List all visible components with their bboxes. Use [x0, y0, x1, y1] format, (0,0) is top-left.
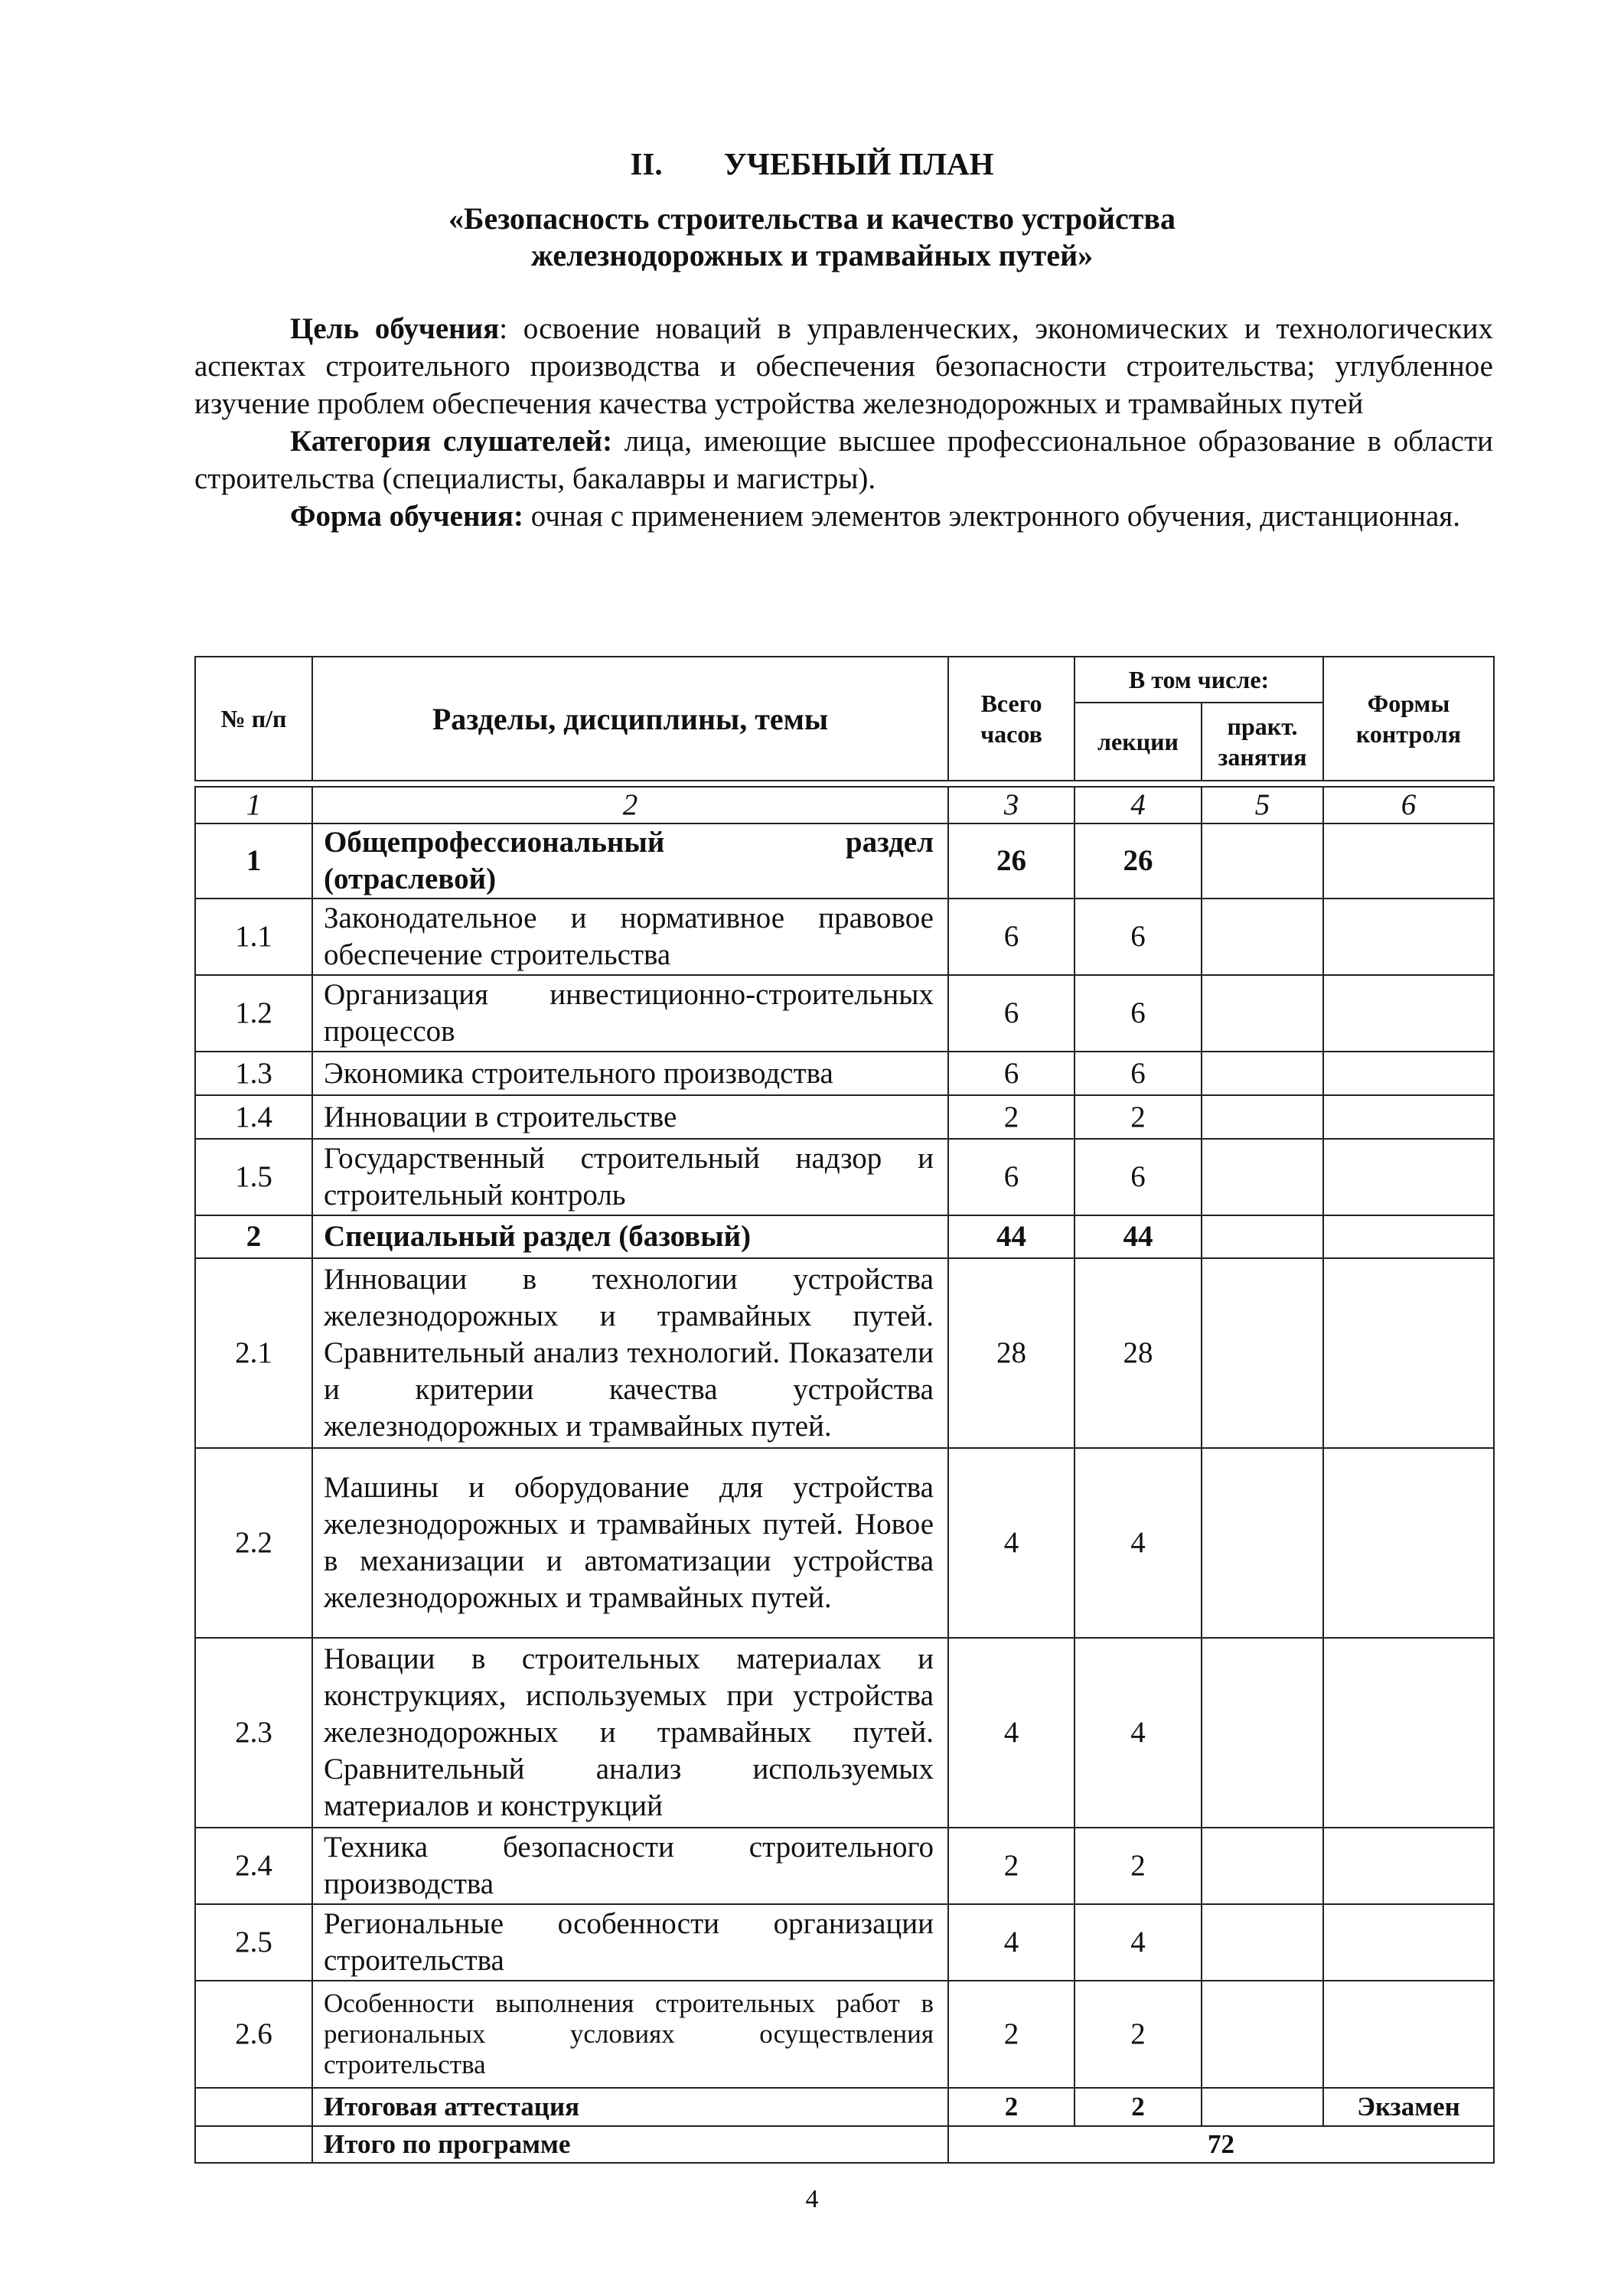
row-num: 1.4: [195, 1095, 312, 1139]
row-lectures: 2: [1075, 1095, 1202, 1139]
row-control: [1323, 975, 1494, 1052]
column-index: 4: [1075, 787, 1202, 823]
row-practice: [1202, 1139, 1323, 1215]
header-practice: практ. занятия: [1202, 703, 1323, 781]
row-practice: [1202, 1258, 1323, 1448]
header-including: В том числе:: [1075, 657, 1323, 703]
curriculum-table-header: [194, 656, 1495, 781]
row-title: Общепрофессиональный раздел (отраслевой): [312, 823, 948, 899]
section-title: УЧЕБНЫЙ ПЛАН: [723, 146, 994, 181]
row-title: Региональные особенности организации строительства: [312, 1904, 948, 1981]
row-title: Техника безопасности строительного производства: [312, 1828, 948, 1904]
program-title-line-1: «Безопасность строительства и качество устройства: [448, 201, 1176, 236]
column-index: 1: [195, 787, 312, 823]
form-text: очная с применением элементов электронного обучения, дистанционная.: [523, 500, 1460, 533]
table-row: [195, 899, 1494, 975]
program-total-num: [195, 2126, 312, 2163]
table-row: [195, 1095, 1494, 1139]
program-total-title: Итого по программе: [312, 2126, 948, 2163]
row-num: 2.2: [195, 1448, 312, 1638]
column-index-row: [195, 787, 1494, 823]
program-title-line-2: железнодорожных и трамвайных путей»: [530, 238, 1094, 272]
page-number: 4: [805, 2185, 819, 2213]
row-num: 2.4: [195, 1828, 312, 1904]
column-index: 2: [312, 787, 948, 823]
row-lectures: 6: [1075, 1139, 1202, 1215]
final-attestation-lectures: 2: [1075, 2088, 1202, 2126]
row-total: 2: [948, 1981, 1075, 2088]
goal-label: Цель обучения: [290, 312, 500, 345]
row-total: 6: [948, 975, 1075, 1052]
table-row: [195, 1139, 1494, 1215]
goal-text: : освоение новаций в управленческих, экономических и технологических аспектах строительного производства и обеспечения безопасности строительства; углубленное изучение проблем обеспечения качества устройства железнодорожных и трамвайных путей: [194, 312, 1494, 420]
audience-paragraph: [194, 422, 1493, 497]
row-total: 26: [948, 823, 1075, 899]
row-total: 2: [948, 1095, 1075, 1139]
row-practice: [1202, 1052, 1323, 1095]
row-title: Специальный раздел (базовый): [312, 1215, 948, 1258]
row-practice: [1202, 1095, 1323, 1139]
row-practice: [1202, 1981, 1323, 2088]
row-num: 2.5: [195, 1904, 312, 1981]
row-num: 1.3: [195, 1052, 312, 1095]
row-lectures: 6: [1075, 975, 1202, 1052]
curriculum-table: [194, 786, 1495, 2164]
table-row: [195, 1215, 1494, 1258]
row-lectures: 2: [1075, 1981, 1202, 2088]
program-total-row: [195, 2126, 1494, 2163]
intro-section: [194, 310, 1493, 535]
header-lectures: лекции: [1075, 703, 1202, 781]
final-attestation-total: 2: [948, 2088, 1075, 2126]
row-lectures: 2: [1075, 1828, 1202, 1904]
header-control: Формы контроля: [1323, 657, 1494, 781]
table-row: [195, 1638, 1494, 1828]
row-practice: [1202, 1904, 1323, 1981]
row-control: [1323, 899, 1494, 975]
row-total: 4: [948, 1904, 1075, 1981]
row-practice: [1202, 1828, 1323, 1904]
table-row: [195, 823, 1494, 899]
column-index: 6: [1323, 787, 1494, 823]
row-control: [1323, 1828, 1494, 1904]
row-control: [1323, 1904, 1494, 1981]
row-num: 1.2: [195, 975, 312, 1052]
row-lectures: 4: [1075, 1448, 1202, 1638]
goal-paragraph: [194, 310, 1493, 422]
row-control: [1323, 1638, 1494, 1828]
program-total-hours: 72: [948, 2126, 1494, 2163]
row-num: 2.1: [195, 1258, 312, 1448]
header-num: № п/п: [195, 657, 312, 781]
form-label: Форма обучения:: [290, 500, 523, 533]
column-index: 5: [1202, 787, 1323, 823]
row-title: Особенности выполнения строительных работ в региональных условиях осуществления строительства: [312, 1981, 948, 2088]
row-lectures: 28: [1075, 1258, 1202, 1448]
row-total: 44: [948, 1215, 1075, 1258]
final-attestation-title: Итоговая аттестация: [312, 2088, 948, 2126]
final-attestation-row: [195, 2088, 1494, 2126]
row-practice: [1202, 1448, 1323, 1638]
row-title: Организация инвестиционно-строительных процессов: [312, 975, 948, 1052]
row-practice: [1202, 823, 1323, 899]
row-control: [1323, 1215, 1494, 1258]
header-sections: Разделы, дисциплины, темы: [312, 657, 948, 781]
program-title: [0, 201, 1624, 274]
table-row: [195, 975, 1494, 1052]
row-total: 6: [948, 899, 1075, 975]
section-heading: [0, 145, 1624, 182]
final-attestation-num: [195, 2088, 312, 2126]
row-title: Государственный строительный надзор и строительный контроль: [312, 1139, 948, 1215]
section-number: II.: [630, 146, 663, 181]
row-lectures: 4: [1075, 1638, 1202, 1828]
row-control: [1323, 1258, 1494, 1448]
row-title: Новации в строительных материалах и конструкциях, используемых при устройства железнодорожных и трамвайных путей. Сравнительный анализ используемых материалов и конструкций: [312, 1638, 948, 1828]
row-lectures: 4: [1075, 1904, 1202, 1981]
row-control: [1323, 1052, 1494, 1095]
row-practice: [1202, 975, 1323, 1052]
table-row: [195, 1052, 1494, 1095]
row-title: Машины и оборудование для устройства железнодорожных и трамвайных путей. Новое в механизации и автоматизации устройства железнодорожных и трамвайных путей.: [312, 1448, 948, 1638]
row-lectures: 44: [1075, 1215, 1202, 1258]
row-num: 2.6: [195, 1981, 312, 2088]
row-control: [1323, 1095, 1494, 1139]
row-control: [1323, 1139, 1494, 1215]
row-lectures: 6: [1075, 1052, 1202, 1095]
row-total: 6: [948, 1052, 1075, 1095]
table-row: [195, 1448, 1494, 1638]
row-lectures: 6: [1075, 899, 1202, 975]
row-total: 2: [948, 1828, 1075, 1904]
row-title: Инновации в технологии устройства железнодорожных и трамвайных путей. Сравнительный анализ технологий. Показатели и критерии качества устройства железнодорожных и трамвайных путей.: [312, 1258, 948, 1448]
row-num: 1.1: [195, 899, 312, 975]
row-control: [1323, 1448, 1494, 1638]
row-total: 4: [948, 1448, 1075, 1638]
row-control: [1323, 823, 1494, 899]
table-row: [195, 1828, 1494, 1904]
table-row: [195, 1981, 1494, 2088]
form-paragraph: [194, 497, 1493, 535]
row-lectures: 26: [1075, 823, 1202, 899]
row-num: 2: [195, 1215, 312, 1258]
row-control: [1323, 1981, 1494, 2088]
row-num: 2.3: [195, 1638, 312, 1828]
final-attestation-practice: [1202, 2088, 1323, 2126]
final-attestation-control: Экзамен: [1323, 2088, 1494, 2126]
row-practice: [1202, 1215, 1323, 1258]
row-num: 1: [195, 823, 312, 899]
row-total: 6: [948, 1139, 1075, 1215]
column-index: 3: [948, 787, 1075, 823]
audience-text: лица, имеющие высшее профессиональное образование в области строительства (специалисты, бакалавры и магистры).: [194, 425, 1493, 495]
audience-label: Категория слушателей:: [290, 425, 613, 458]
row-title: Инновации в строительстве: [312, 1095, 948, 1139]
table-row: [195, 1904, 1494, 1981]
row-total: 28: [948, 1258, 1075, 1448]
row-num: 1.5: [195, 1139, 312, 1215]
header-total: Всего часов: [948, 657, 1075, 781]
row-practice: [1202, 899, 1323, 975]
row-title: Законодательное и нормативное правовое обеспечение строительства: [312, 899, 948, 975]
row-practice: [1202, 1638, 1323, 1828]
table-row: [195, 1258, 1494, 1448]
row-title: Экономика строительного производства: [312, 1052, 948, 1095]
row-total: 4: [948, 1638, 1075, 1828]
